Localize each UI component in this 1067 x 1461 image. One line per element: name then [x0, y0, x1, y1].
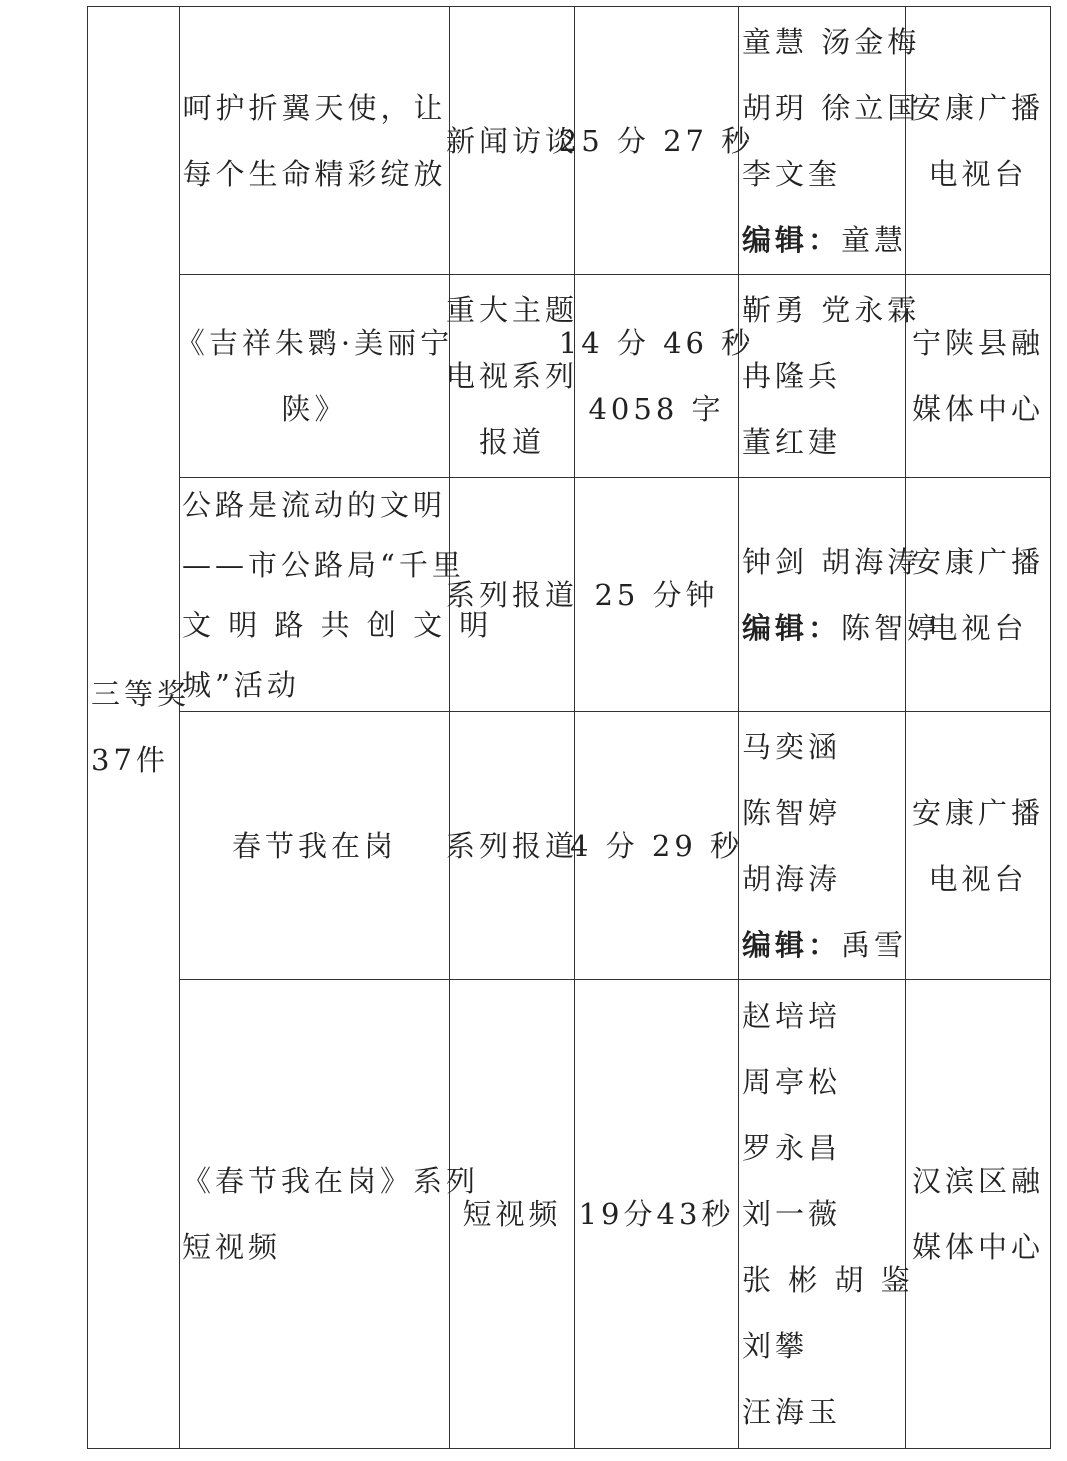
work-type: 报道 [478, 425, 545, 459]
author-name: 刘一薇 [742, 1197, 842, 1231]
unit-name: 安康广播 [911, 544, 1044, 579]
editor-label: 编辑： [742, 927, 842, 962]
work-length: 4 分 29 秒 [570, 828, 744, 863]
work-type: 系列报道 [446, 577, 579, 612]
unit-name: 电视台 [928, 610, 1028, 645]
row-title-cell [175, 275, 454, 477]
unit-name: 媒体中心 [911, 392, 1044, 426]
editor-name: 童慧 [841, 222, 908, 257]
work-type: 新闻访谈 [446, 123, 579, 158]
author-name: 胡海涛 [742, 861, 842, 896]
work-title-line: 春节我在岗 [231, 828, 397, 863]
unit-name: 媒体中心 [911, 1230, 1044, 1264]
work-title-line: 呵护折翼天使，让 [182, 90, 447, 125]
editor-label: 编辑： [742, 610, 842, 645]
row-authors-cell [742, 275, 921, 477]
table-border-bottom [87, 1448, 1051, 1449]
author-name: 陈智婷 [742, 795, 842, 830]
work-length: 4058 字 [588, 392, 725, 426]
work-length: 25 分钟 [594, 577, 719, 612]
award-category-cell [89, 6, 191, 1448]
author-name: 钟剑 胡海涛 [742, 544, 921, 579]
row-type-cell [446, 275, 579, 477]
row-type-cell [446, 478, 579, 711]
author-name: 张 彬 胡 鉴 [742, 1263, 914, 1297]
row-title-cell [182, 478, 493, 711]
award-level: 三等奖 [91, 677, 191, 711]
unit-name: 电视台 [928, 156, 1028, 191]
unit-name: 安康广播 [911, 795, 1044, 830]
column-divider [738, 6, 739, 1449]
work-title-line: ——市公路局“千里 [182, 547, 465, 582]
work-title-line: 《春节我在岗》系列 [182, 1164, 480, 1198]
work-length: 14 分 46 秒 [558, 326, 755, 360]
unit-name: 电视台 [928, 861, 1028, 896]
author-name: 汪海玉 [742, 1395, 842, 1429]
work-length: 25 分 27 秒 [558, 123, 755, 158]
row-title-cell [182, 980, 480, 1448]
author-name: 李文奎 [742, 156, 842, 191]
row-type-cell [446, 712, 579, 979]
editor-label: 编辑： [742, 222, 842, 257]
work-title-line: 每个生命精彩绽放 [182, 156, 447, 191]
work-title-line: 公路是流动的文明 [182, 487, 447, 522]
unit-name: 汉滨区融 [911, 1164, 1044, 1198]
author-name: 冉隆兵 [742, 359, 842, 393]
row-length-cell [558, 275, 755, 477]
work-length: 19分43秒 [578, 1197, 735, 1231]
table-border-left [87, 6, 88, 1449]
row-length-cell [558, 7, 755, 274]
row-unit-cell [906, 7, 1050, 274]
row-type-cell [450, 980, 574, 1448]
table-border-right [1050, 6, 1051, 1449]
work-title-line: 文 明 路 共 创 文 明 [182, 607, 493, 642]
row-title-cell [180, 7, 449, 274]
work-title-line: 短视频 [182, 1230, 282, 1264]
editor-line [742, 912, 907, 978]
author-name: 周亭松 [742, 1065, 842, 1099]
row-title-cell [180, 712, 449, 979]
author-name: 赵培培 [742, 999, 842, 1033]
work-type: 电视系列 [446, 359, 579, 393]
work-type: 短视频 [462, 1197, 562, 1231]
row-length-cell [575, 478, 738, 711]
editor-line [742, 207, 907, 273]
author-name: 马奕涵 [742, 729, 842, 764]
row-authors-cell [742, 980, 914, 1448]
editor-name: 陈智婷 [841, 610, 941, 645]
work-title-line: 《吉祥朱鹮·美丽宁 [175, 326, 454, 360]
award-count: 37件 [91, 743, 169, 777]
row-unit-cell [906, 275, 1050, 477]
author-name: 靳勇 党永霖 [742, 293, 921, 327]
work-type: 重大主题 [446, 293, 579, 327]
row-authors-cell [742, 7, 921, 274]
work-title-line: 陕》 [281, 392, 348, 426]
unit-name: 宁陕县融 [911, 326, 1044, 360]
row-length-cell [570, 712, 744, 979]
row-authors-cell [742, 478, 941, 711]
author-name: 胡玥 徐立国 [742, 90, 921, 125]
row-type-cell [446, 7, 579, 274]
author-name: 董红建 [742, 425, 842, 459]
unit-name: 安康广播 [911, 90, 1044, 125]
author-name: 童慧 汤金梅 [742, 24, 921, 59]
row-unit-cell [906, 478, 1050, 711]
row-length-cell [575, 980, 738, 1448]
editor-name: 禹雪 [841, 927, 908, 962]
author-name: 罗永昌 [742, 1131, 842, 1165]
row-authors-cell [742, 712, 908, 979]
work-type: 系列报道 [446, 828, 579, 863]
author-name: 刘攀 [742, 1329, 809, 1363]
row-unit-cell [906, 712, 1050, 979]
work-title-line: 城”活动 [182, 667, 300, 702]
row-unit-cell [906, 980, 1050, 1448]
